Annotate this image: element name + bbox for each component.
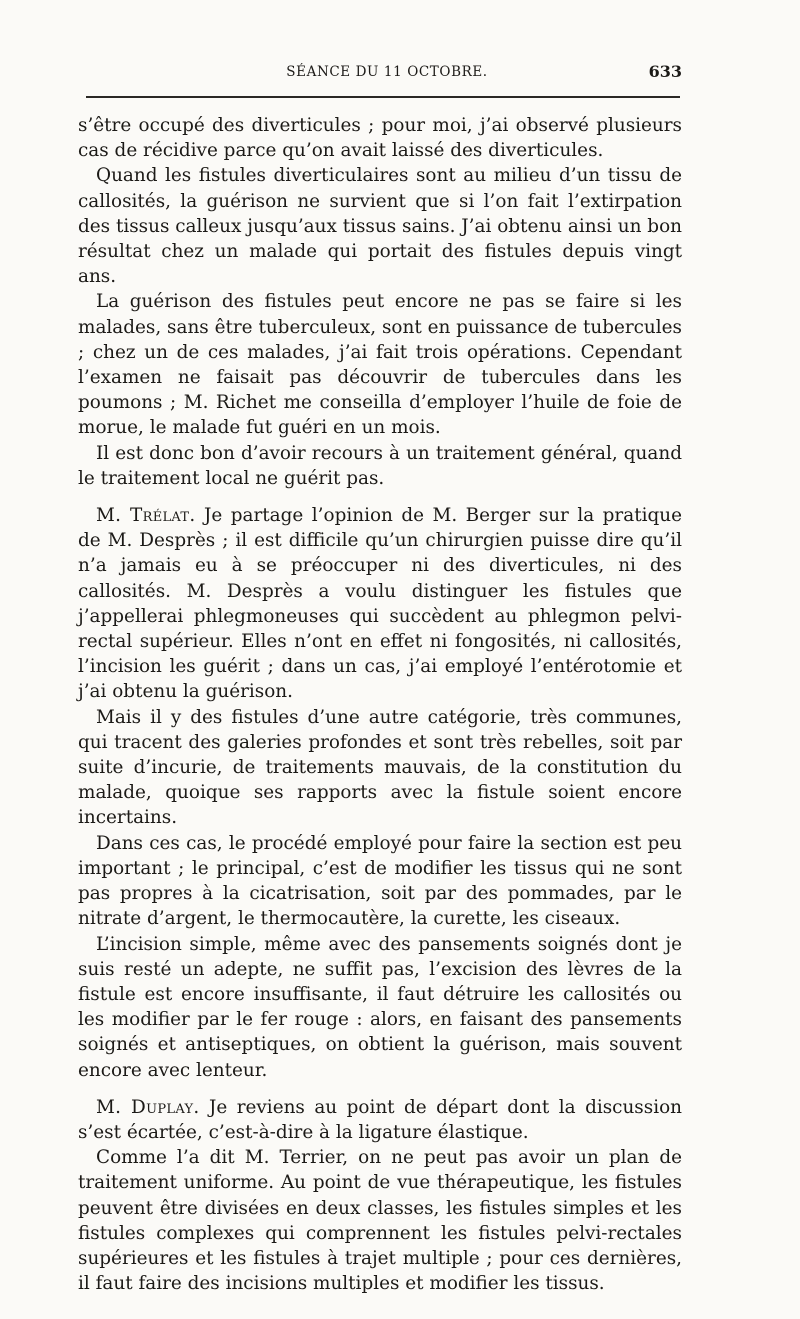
paragraph-text: Quand les fistules diverticulaires sont au milieu d’un tissu de callosités, la guérison ne survient que si l’on fait l’extirpation des tissus calleux jusqu’aux tissus sains. J’ai obtenu ainsi un bon résultat chez un malade qui portait des fistules depuis vingt ans.	[78, 165, 682, 288]
paragraph-text: Il est donc bon d’avoir recours à un traitement général, quand le traitement local ne guérit pas.	[78, 442, 682, 489]
paragraph	[78, 1145, 682, 1296]
paragraph-text: s’être occupé des diverticules ; pour moi, j’ai observé plusieurs cas de récidive parce qu’on avait laissé des diverticules.	[78, 115, 682, 162]
page-header	[80, 60, 682, 86]
paragraph	[78, 831, 682, 932]
running-head: SÉANCE DU 11 OCTOBRE.	[286, 64, 488, 80]
paragraph	[78, 932, 682, 1083]
header-rule	[86, 96, 680, 98]
paragraph	[78, 705, 682, 831]
paragraph-text: Je partage l’opinion de M. Berger sur la pratique de M. Desprès ; il est difficile qu’un chirurgien puisse dire qu’il n’a jamais eu à se préoccuper ni des diverticules, ni des callosités. M. Desprès a voulu distinguer les fistules que j’appellerai phlegmoneuses qui succèdent au phlegmon pelvi-rectal supérieur. Elles n’ont en effet ni fongosités, ni callosités, l’incision les guérit ; dans un cas, j’ai employé l’entérotomie et j’ai obtenu la guérison.	[78, 505, 682, 703]
paragraph-text: La guérison des fistules peut encore ne pas se faire si les malades, sans être tuberculeux, sont en puissance de tubercules ; chez un de ces malades, j’ai fait trois opérations. Cependant l’examen ne faisait pas découvrir de tubercules dans les poumons ; M. Richet me conseilla d’employer l’huile de foie de morue, le malade fut guéri en un mois.	[78, 291, 682, 439]
speaker-name: M. Trélat.	[96, 505, 196, 527]
body-text	[78, 113, 682, 1296]
paragraph-text: L’incision simple, même avec des pansements soignés dont je suis resté un adepte, ne suffit pas, l’excision des lèvres de la fistule est encore insuffisante, il faut détruire les callosités ou les modifier par le fer rouge : alors, en faisant des pansements soignés et antiseptiques, on obtient la guérison, mais souvent encore avec lenteur.	[78, 933, 682, 1081]
paragraph	[78, 289, 682, 440]
paragraph-text: Je reviens au point de départ dont la discussion s’est écartée, c’est-à-dire à la ligature élastique.	[78, 1096, 682, 1143]
paragraph-text: Mais il y des fistules d’une autre catégorie, très communes, qui tracent des galeries profondes et sont très rebelles, soit par suite d’incurie, de traitements mauvais, de la constitution du malade, quoique ses rapports avec la fistule soient encore incertains.	[78, 706, 682, 829]
speaker-name: M. Duplay.	[96, 1096, 200, 1118]
page-number: 633	[648, 62, 682, 81]
paragraph	[78, 113, 682, 163]
paragraph-text: Dans ces cas, le procédé employé pour faire la section est peu important ; le principal, c’est de modifier les tissus qui ne sont pas propres à la cicatrisation, soit par des pommades, par le nitrate d’argent, le thermocautère, la curette, les ciseaux.	[78, 832, 682, 930]
speech-paragraph	[78, 1095, 682, 1145]
paragraph	[78, 441, 682, 491]
paragraph	[78, 163, 682, 289]
speech-paragraph	[78, 503, 682, 705]
paragraph-text: Comme l’a dit M. Terrier, on ne peut pas avoir un plan de traitement uniforme. Au point de vue thérapeutique, les fistules peuvent être divisées en deux classes, les fistules simples et les fistules complexes qui comprennent les fistules pelvi-rectales supérieures et les fistules à trajet multiple ; pour ces dernières, il faut faire des incisions multiples et modifier les tissus.	[78, 1147, 682, 1295]
